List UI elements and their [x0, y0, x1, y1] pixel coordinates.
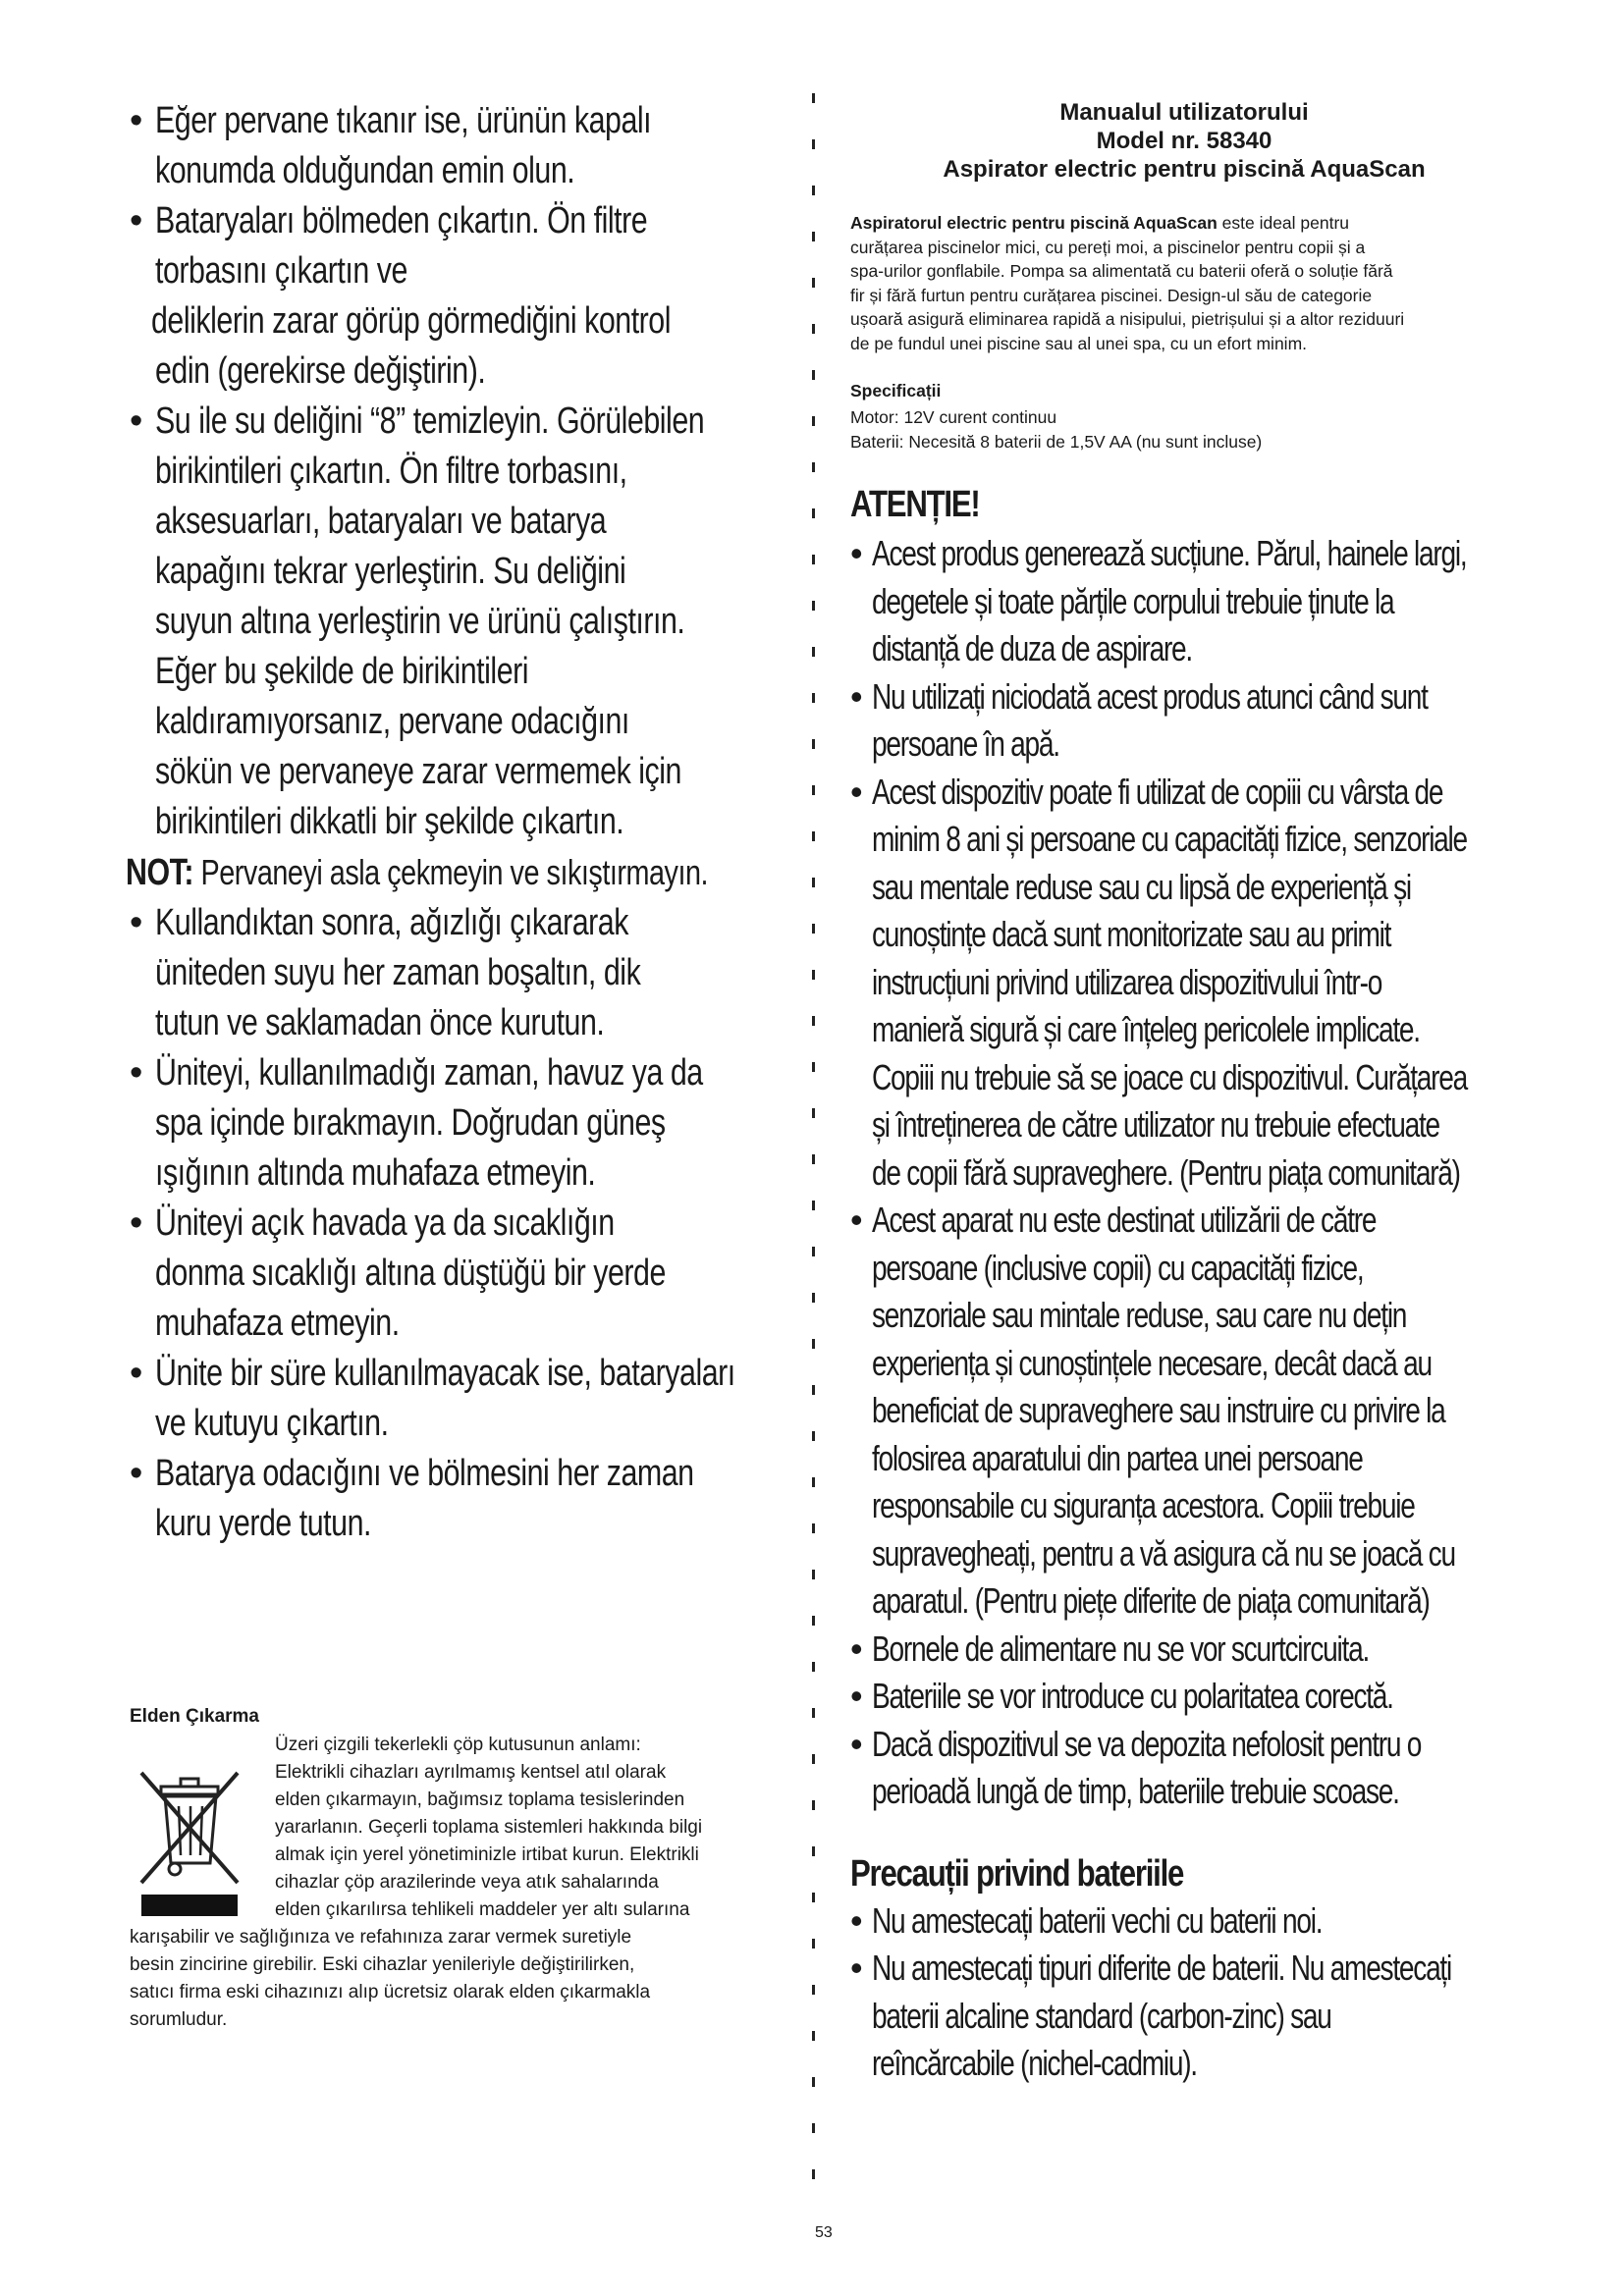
divider-dot [812, 1939, 815, 1949]
note-text: Pervaneyi asla çekmeyin ve sıkıştırmayın. [193, 852, 709, 892]
divider-dot [812, 1062, 815, 1072]
list-item: • Acest aparat nu este destinat utilizării de către persoane (inclusive copii) cu capacități fizice, senzoriale sau mintale reduse, sau care nu dețin experiența și cunoștințele necesare, decât dacă au beneficiat de supraveghere sau instruire cu privire la folosirea aparatului din partea unei persoane responsabile cu siguranța acestora. Copiii trebuie supravegheați, pentru a vă asigura că nu se joacă cu aparatul. (Pentru piețe diferite de piața comunitară) [850, 1200, 1455, 1621]
product-intro: Aspiratorul electric pentru piscină AquaScan este ideal pentru curățarea piscinelor mici, cu pereți moi, a piscinelor pentru copii și a spa-urilor gonflabile. Pompa sa alimentată cu baterii oferă o soluție fără fir și fără furtun pentru curățarea piscinei. Design-ul său de categorie ușoară asigură eliminarea rapidă a nisipului, pietrișului și a altor reziduuri de pe fundul unei piscine sau al unei spa, cu un efort minim. [850, 213, 1405, 353]
list-item: • Üniteyi, kullanılmadığı zaman, havuz ya da spa içinde bırakmayın. Doğrudan güneş ışığının altında muhafaza etmeyin. [130, 1052, 703, 1194]
divider-dot [812, 1293, 815, 1303]
divider-dot [812, 1523, 815, 1533]
divider-dot [812, 1154, 815, 1164]
divider-dot [812, 1247, 815, 1256]
divider-dot [812, 508, 815, 518]
list-item: • Üniteyi açık havada ya da sıcaklığın donma sıcaklığı altına düştüğü bir yerde muhafaza etmeyin. [130, 1202, 666, 1344]
divider-dot [812, 1985, 815, 1995]
specifications-title: Specificații [850, 381, 942, 400]
care-instructions-list-2 [128, 898, 805, 1549]
list-item: • Nu amestecați tipuri diferite de baterii. Nu amestecați baterii alcaline standard (carbon-zinc) sau reîncărcabile (nichel-cadmiu). [850, 1948, 1451, 2083]
divider-dot [812, 970, 815, 980]
note-line [126, 847, 709, 898]
right-column [850, 98, 1518, 2088]
list-item: • Nu amestecați baterii vechi cu baterii noi. [850, 1899, 1323, 1941]
crossed-out-wheelie-bin-icon [132, 1767, 247, 1922]
divider-dot [812, 1477, 815, 1487]
divider-dot [812, 878, 815, 887]
divider-dot [812, 647, 815, 657]
care-instructions-list-1 [128, 96, 805, 847]
divider-dot [812, 693, 815, 703]
disposal-section [130, 1706, 778, 2034]
divider-dot [812, 2123, 815, 2133]
disposal-title: Elden Çıkarma [130, 1706, 259, 1727]
list-item: • Acest produs generează sucțiune. Părul, hainele largi, degetele și toate părțile corpului trebuie ținute la distanță de duza de aspirare. [850, 533, 1467, 668]
list-item: • Kullandıktan sonra, ağızlığı çıkararak üniteden suyu her zaman boşaltın, dik tutun ve saklamadan önce kurutun. [130, 902, 641, 1043]
divider-dot [812, 186, 815, 195]
left-column [128, 96, 805, 1549]
list-item: • Bornele de alimentare nu se vor scurtcircuita. [850, 1628, 1370, 1669]
divider-dot [812, 1339, 815, 1349]
column-divider [809, 93, 819, 2204]
page-number: 53 [815, 2224, 833, 2241]
attention-list [850, 530, 1518, 1816]
divider-dot [812, 2031, 815, 2041]
divider-dot [812, 278, 815, 288]
divider-dot [812, 1016, 815, 1026]
divider-dot [812, 1754, 815, 1764]
manual-title: Manualul utilizatorului [1059, 99, 1309, 126]
divider-dot [812, 1201, 815, 1210]
divider-dot [812, 416, 815, 426]
divider-dot [812, 462, 815, 472]
divider-dot [812, 1385, 815, 1395]
list-item: • Dacă dispozitivul se va depozita nefolosit pentru o perioadă lungă de timp, bateriile trebuie scoase. [850, 1723, 1422, 1811]
disposal-text: Üzeri çizgili tekerlekli çöp kutusunun anlamı: Elektrikli cihazları ayrılmamış kentsel atıl olarak elden çıkarmayın, bağımsız toplama tesislerinden yararlanın. Geçerli toplama sistemleri hakkında bilgi almak için yerel yönetiminizle irtibat kurun. Elektrikli cihazlar çöp arazilerinde veya atık sahalarında elden çıkarılırsa tehlikeli maddeler yer altı sularına karışabilir ve sağlığınıza ve refahınıza zarar vermek suretiyle besin zincirine girebilir. Eski cihazlar yenileriyle değiştirilirken, satıcı firma eski cihazınızı alıp ücretsiz olarak elden çıkarmakla sorumludur. [130, 1735, 703, 2030]
divider-dot [812, 1431, 815, 1441]
divider-dot [812, 924, 815, 934]
battery-precautions-list [850, 1897, 1518, 2088]
divider-dot [812, 2077, 815, 2087]
attention-title: ATENȚIE! [850, 484, 980, 525]
divider-dot [812, 1893, 815, 1902]
divider-dot [812, 2169, 815, 2179]
list-item: • Acest dispozitiv poate fi utilizat de copiii cu vârsta de minim 8 ani și persoane cu capacități fizice, senzoriale sau mentale reduse sau cu lipsă de experiență și cunoștințe dacă sunt monitorizate sau au primit instrucțiuni privind utilizarea dispozitivului într-o manieră sigură și care înțeleg pericolele implicate. Copiii nu trebuie să se joace cu dispozitivul. Curățarea și întreținerea de către utilizator nu trebuie efectuate de copii fără supraveghere. (Pentru piața comunitară) [850, 771, 1467, 1193]
divider-dot [812, 1846, 815, 1856]
divider-dot [812, 232, 815, 241]
divider-dot [812, 1662, 815, 1672]
disposal-body [130, 1732, 778, 2034]
divider-dot [812, 785, 815, 795]
divider-dot [812, 1708, 815, 1718]
model-number: Model nr. 58340 [1096, 128, 1272, 154]
list-item: • Eğer pervane tıkanır ise, ürünün kapalı konumda olduğundan emin olun. [130, 100, 652, 191]
list-item: • Bateriile se vor introduce cu polaritatea corectă. [850, 1676, 1393, 1716]
list-item: • Su ile su deliğini “8” temizleyin. Görülebilen birikintileri çıkartın. Ön filtre torbasını, aksesuarları, bataryaları ve batarya kapağını tekrar yerleştirin. Su deliğini suyun altına yerleştirin ve ürünü çalıştırın. Eğer bu şekilde de birikintileri kaldıramıyorsanız, pervane odacığını sökün ve pervaneye zarar vermemek için birikintileri dikkatli bir şekilde çıkartın. [130, 400, 705, 842]
list-item: • Nu utilizați niciodată acest produs atunci când sunt persoane în apă. [850, 675, 1428, 764]
divider-dot [812, 831, 815, 841]
specifications-list: Motor: 12V curent continuu Baterii: Necesită 8 baterii de 1,5V AA (nu sunt incluse) [850, 407, 1263, 452]
list-item: • Batarya odacığını ve bölmesini her zaman kuru yerde tutun. [130, 1453, 694, 1544]
divider-dot [812, 324, 815, 334]
divider-dot [812, 139, 815, 149]
battery-precautions-title: Precauții privind bateriile [850, 1852, 1184, 1895]
divider-dot [812, 739, 815, 749]
divider-dot [812, 1108, 815, 1118]
list-item: • Bataryaları bölmeden çıkartın. Ön filtre torbasını çıkartın ve deliklerin zarar görüp görmediğini kontrol edin (gerekirse değiştirin). [130, 200, 671, 392]
divider-dot [812, 1570, 815, 1579]
divider-dot [812, 1800, 815, 1810]
product-name: Aspirator electric pentru piscină AquaScan [943, 156, 1426, 183]
list-item: • Ünite bir süre kullanılmayacak ise, bataryaları ve kutuyu çıkartın. [130, 1353, 735, 1444]
divider-dot [812, 1616, 815, 1626]
divider-dot [812, 370, 815, 380]
divider-dot [812, 93, 815, 103]
divider-dot [812, 555, 815, 564]
note-label: NOT: [126, 852, 194, 893]
manual-header [850, 98, 1518, 184]
divider-dot [812, 601, 815, 611]
